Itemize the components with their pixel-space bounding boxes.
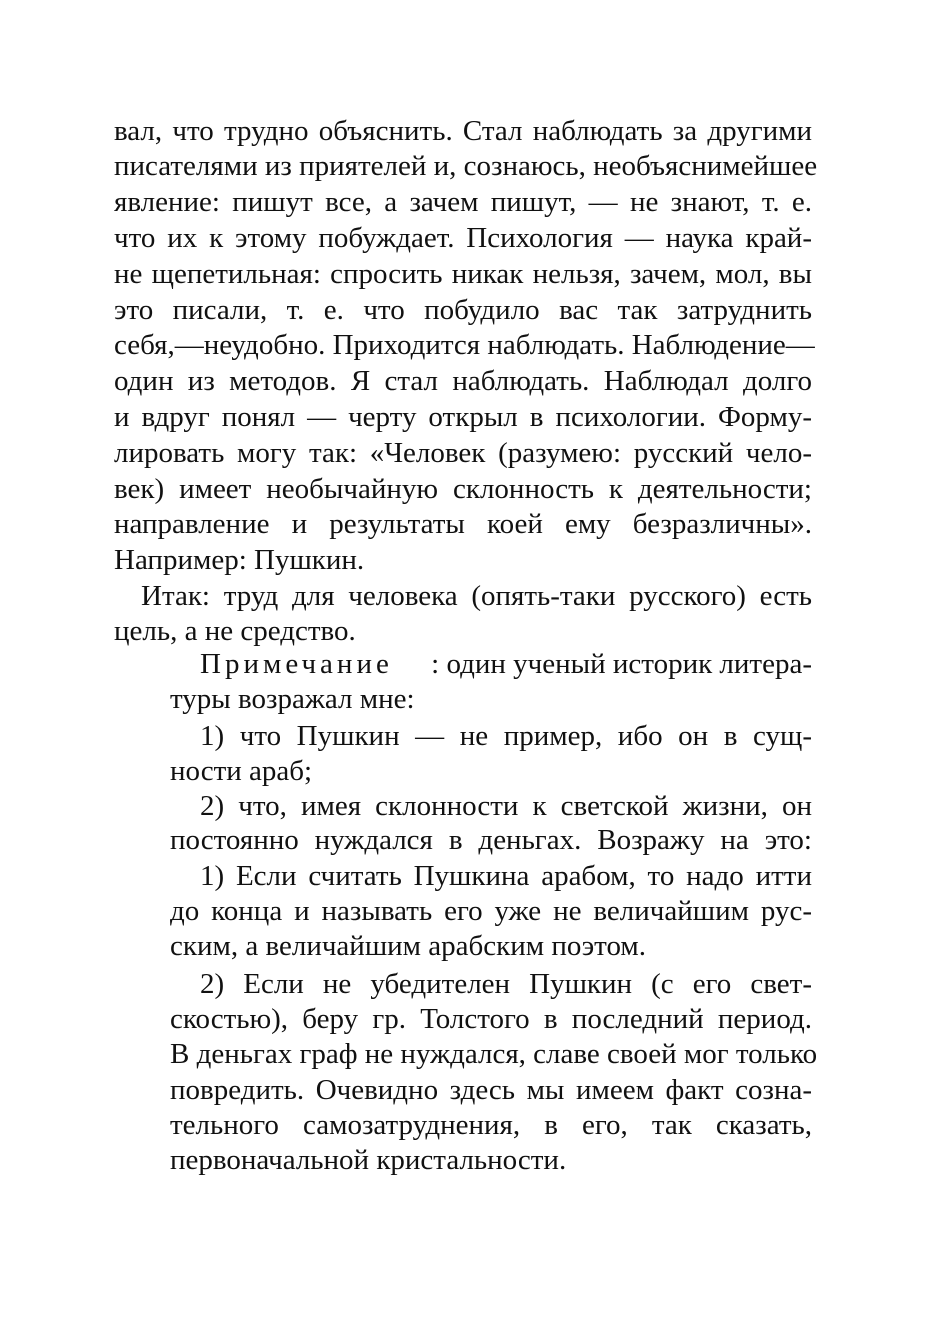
- text-line: повредить. Очевидно здесь мы имеем факт созна-: [170, 1074, 812, 1106]
- text-line: постоянно нуждался в деньгах. Возражу на это:: [170, 824, 812, 856]
- text-line: тельного самозатруднения, в его, так сказать,: [170, 1109, 812, 1141]
- text-line: век) имеет необычайную склонность к деятельности;: [114, 473, 812, 505]
- text-line: это писали, т. е. что побудило вас так затруднить: [114, 294, 812, 326]
- text-line: В деньгах граф не нуждался, славе своей мог только: [170, 1038, 818, 1070]
- text-line: ским, а величайшим арабским поэтом.: [170, 930, 647, 962]
- text-line: лировать могу так: «Человек (разумею: русский чело-: [114, 437, 812, 469]
- text-line: что их к этому побуждает. Психология — наука край-: [114, 222, 812, 254]
- note-intro-text: : один ученый историк литера-: [431, 648, 812, 680]
- text-line: скостью), беру гр. Толстого в последний период.: [170, 1003, 812, 1035]
- text-line: и вдруг понял — черту открыл в психологии. Форму-: [114, 401, 812, 433]
- text-line: не щепетильная: спросить никак нельзя, зачем, мол, вы: [114, 258, 812, 290]
- text-line: Итак: труд для человека (опять-таки русского) есть: [141, 580, 812, 612]
- text-line: вал, что трудно объяснить. Стал наблюдать за другими: [114, 115, 812, 147]
- text-line: цель, а не средство.: [114, 615, 356, 647]
- text-line: туры возражал мне:: [170, 683, 415, 715]
- text-line: один из методов. Я стал наблюдать. Наблюдал долго: [114, 365, 812, 397]
- text-line: Например: Пушкин.: [114, 544, 365, 576]
- text-line: до конца и называть его уже не величайшим рус-: [170, 895, 812, 927]
- text-line: ности араб;: [170, 755, 313, 787]
- note-intro-line: [200, 646, 812, 682]
- text-line: писателями из приятелей и, сознаюсь, необъяснимейшее: [114, 150, 818, 182]
- text-line: первоначальной кристальности.: [170, 1144, 567, 1176]
- text-line: себя,—неудобно. Приходится наблюдать. Наблюдение—: [114, 329, 815, 361]
- text-line: 1) что Пушкин — не пример, ибо он в сущ-: [200, 720, 812, 752]
- text-line: 2) Если не убедителен Пушкин (с его свет-: [200, 968, 812, 1000]
- text-line: 1) Если считать Пушкина арабом, то надо итти: [200, 860, 812, 892]
- text-line: 2) что, имея склонности к светской жизни, он: [200, 790, 812, 822]
- text-line: явление: пишут все, а зачем пишут, — не знают, т. е.: [114, 186, 812, 218]
- text-line: направление и результаты коей ему безразличны».: [114, 508, 812, 540]
- note-label: Примечание: [200, 648, 393, 680]
